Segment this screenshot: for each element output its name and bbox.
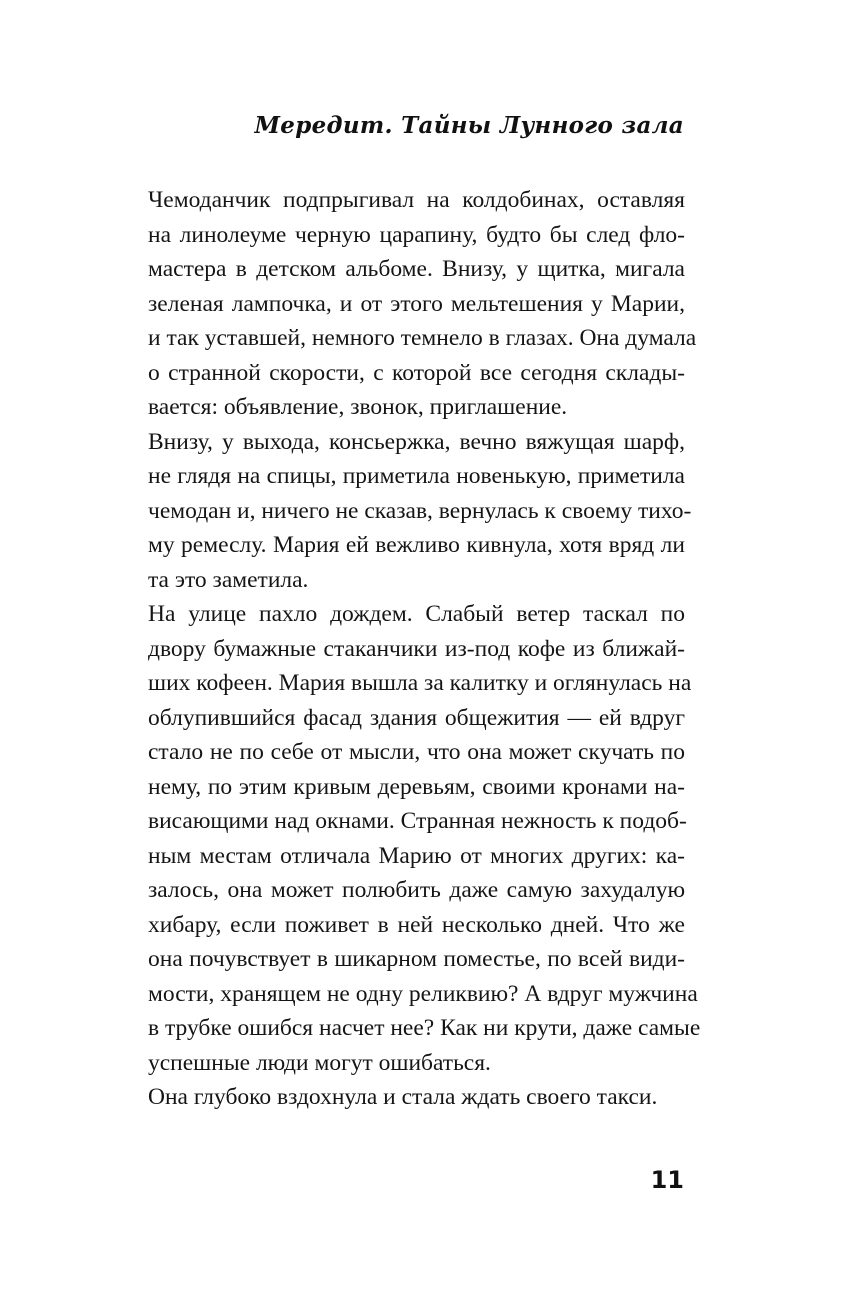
text-line: стало не по себе от мысли, что она может скучать по: [148, 739, 685, 765]
text-line: ным местам отличала Марию от многих других: ка-: [148, 842, 685, 869]
text-line: вается: объявление, звонок, приглашение.: [148, 394, 568, 420]
text-line: зеленая лампочка, и от этого мельтешения у Марии,: [148, 290, 685, 317]
paragraph-2: [117, 425, 692, 598]
running-header: Мередит. Тайны Лунного зала: [254, 112, 684, 139]
text-line: Чемоданчик подпрыгивал на колдобинах, оставляя: [148, 187, 685, 213]
text-line: Внизу, у выхода, консьержка, вечно вяжущая шарф,: [148, 428, 685, 455]
text-line: На улице пахло дождем. Слабый ветер таскал по: [148, 601, 685, 627]
paragraph-4: [117, 1080, 685, 1115]
text-line: она почувствует в шикарном поместье, по всей види-: [148, 946, 685, 972]
paragraph-1: [117, 183, 697, 425]
text-line: нему, по этим кривым деревьям, своими кронами на-: [148, 773, 685, 800]
text-line: в трубке ошибся насчет нее? Как ни крути, даже самые: [148, 1015, 701, 1041]
text-line: та это заметила.: [148, 566, 309, 593]
paragraph-3: [117, 597, 701, 1080]
text-line: мости, хранящем не одну реликвию? А вдруг мужчина: [148, 980, 698, 1007]
body-text: [117, 183, 701, 1115]
text-line: му ремеслу. Мария ей вежливо кивнула, хотя вряд ли: [148, 532, 685, 558]
text-line: залось, она может полюбить даже самую захудалую: [148, 877, 685, 903]
text-line: ших кофеен. Мария вышла за калитку и оглянулась на: [148, 670, 692, 696]
text-line: висающими над окнами. Странная нежность к подоб-: [148, 808, 687, 834]
text-line: Она глубоко вздохнула и стала ждать своего такси.: [148, 1084, 658, 1110]
text-line: хибару, если поживет в ней несколько дней. Что же: [148, 911, 685, 938]
text-line: чемодан и, ничего не сказав, вернулась к своему тихо-: [148, 497, 692, 524]
text-line: успешные люди могут ошибаться.: [148, 1049, 491, 1076]
text-line: облупившийся фасад здания общежития — ей вдруг: [148, 704, 685, 731]
text-line: не глядя на спицы, приметила новенькую, приметила: [148, 463, 685, 489]
text-line: мастера в детском альбоме. Внизу, у щитка, мигала: [148, 256, 685, 282]
page-number: 11: [650, 1166, 684, 1194]
text-line: о странной скорости, с которой все сегодня склады-: [148, 359, 685, 386]
text-line: и так уставшей, немного темнело в глазах. Она думала: [148, 325, 697, 351]
text-line: двору бумажные стаканчики из-под кофе из ближай-: [148, 635, 685, 662]
text-line: на линолеуме черную царапину, будто бы след фло-: [148, 221, 685, 248]
